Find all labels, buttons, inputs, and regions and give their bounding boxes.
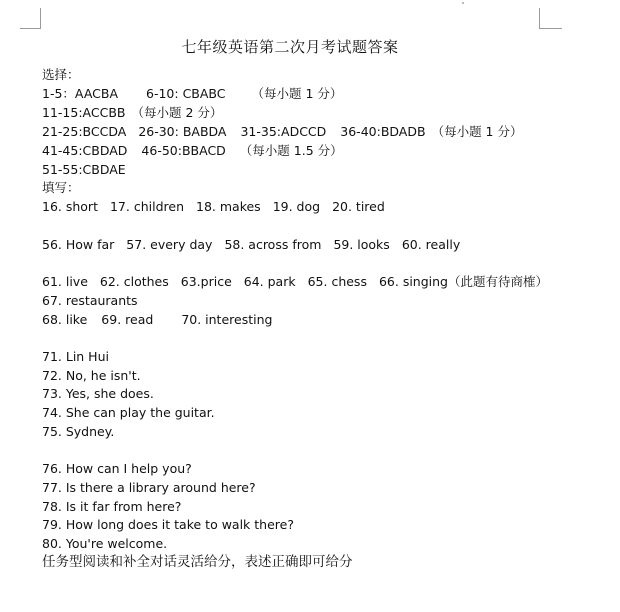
answer-line-71: 71. Lin Hui (42, 349, 109, 364)
fill-line-67 (42, 292, 138, 310)
choice-line-3 (42, 123, 522, 141)
answer-group: 51-55:CBDAE (42, 162, 126, 177)
fill-line-68-70 (42, 311, 272, 329)
choice-line-5 (42, 161, 126, 179)
answer-line-74: 74. She can play the guitar. (42, 405, 215, 420)
fill-line-56-60 (42, 236, 460, 254)
answer-item: 63.price (180, 274, 232, 289)
answer-group: 21-25:BCCDA (42, 124, 127, 139)
answer-line-78: 78. Is it far from here? (42, 499, 182, 514)
answer-item: 59. looks (333, 237, 390, 252)
answer-line-73: 73. Yes, she does. (42, 386, 154, 401)
answer-item: 18. makes (196, 199, 261, 214)
answer-item: 70. interesting (181, 312, 273, 327)
answer-item: 68. like (42, 312, 88, 327)
answer-item: 66. singing（此题有待商榷） (378, 274, 548, 289)
score-note: （每小题 1.5 分） (239, 143, 343, 158)
answer-item: 67. restaurants (42, 293, 138, 308)
answer-line-80: 80. You're welcome. (42, 536, 168, 551)
answer-line-75: 75. Sydney. (42, 424, 115, 439)
answer-line-79: 79. How long does it take to walk there? (42, 517, 294, 532)
grading-note: 任务型阅读和补全对话灵活给分，表述正确即可给分 (42, 554, 353, 570)
answer-group: 11-15:ACCBB (42, 105, 126, 120)
answer-item: 58. across from (224, 237, 322, 252)
choice-line-1 (42, 85, 342, 103)
answer-group: 26-30: BABDA (138, 124, 227, 139)
answer-group: 41-45:CBDAD (42, 143, 128, 158)
crop-mark-top-left (20, 8, 41, 29)
answer-item: 56. How far (42, 237, 115, 252)
fill-heading: 填写： (42, 180, 80, 195)
answer-item: 69. read (101, 312, 154, 327)
answer-item: 64. park (243, 274, 296, 289)
page-dot (462, 2, 464, 4)
choice-line-2 (42, 104, 222, 122)
answer-group: 1-5：AACBA (42, 86, 119, 101)
answer-item: 17. children (109, 199, 184, 214)
answer-group: 36-40:BDADB (340, 124, 426, 139)
answer-line-77: 77. Is there a library around here? (42, 480, 256, 495)
answer-group: 31-35:ADCCD (240, 124, 327, 139)
answer-item: 20. tired (332, 199, 385, 214)
score-note: （每小题 1 分） (431, 124, 523, 139)
crop-mark-top-right (539, 8, 562, 29)
answer-line-72: 72. No, he isn't. (42, 368, 141, 383)
answer-item: 19. dog (272, 199, 321, 214)
answer-item: 65. chess (307, 274, 367, 289)
page-title: 七年级英语第二次月考试题答案 (181, 38, 399, 56)
answer-line-76: 76. How can I help you? (42, 461, 192, 476)
fill-line-61-66 (42, 273, 548, 291)
answer-group: 46-50:BBACD (141, 143, 226, 158)
answer-item: 57. every day (126, 237, 213, 252)
answer-item: 61. live (42, 274, 88, 289)
score-note: （每小题 1 分） (251, 86, 343, 101)
score-note: （每小题 2 分） (131, 105, 223, 120)
choice-line-4 (42, 142, 343, 160)
answer-item: 16. short (42, 199, 98, 214)
answer-group: 6-10: CBABC (146, 86, 226, 101)
choice-heading: 选择： (42, 67, 80, 82)
answer-item: 60. really (401, 237, 461, 252)
fill-line-16-20 (42, 198, 385, 216)
answer-item: 62. clothes (99, 274, 169, 289)
